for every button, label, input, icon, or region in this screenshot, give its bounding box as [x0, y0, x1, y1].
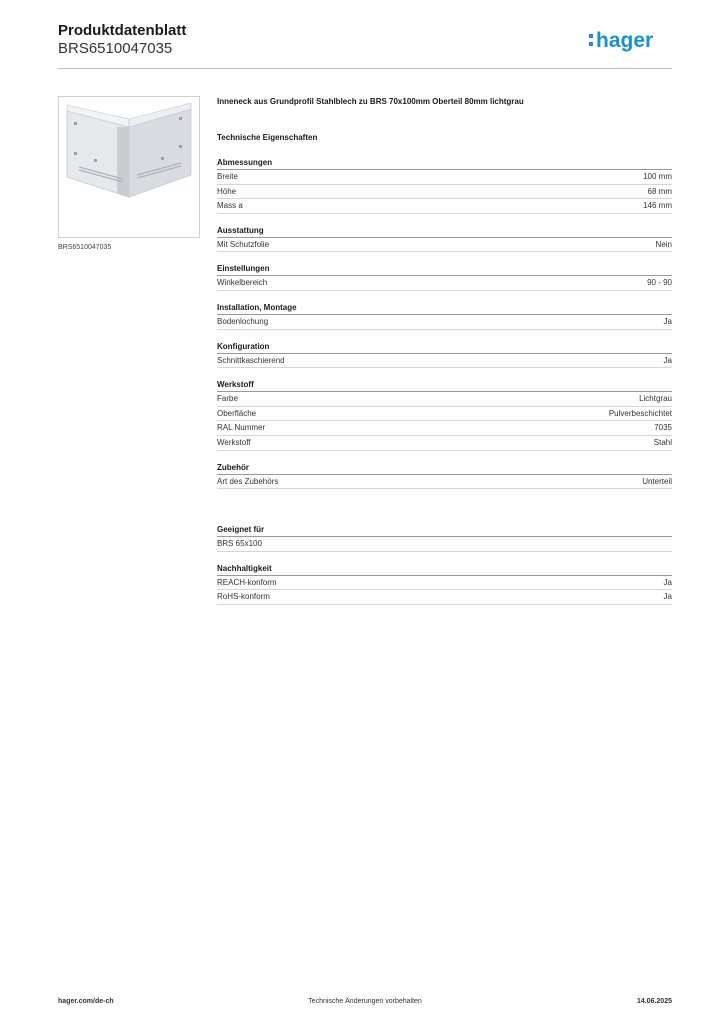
spec-label: Winkelbereich [217, 278, 268, 288]
spec-label: Breite [217, 172, 238, 181]
spec-label: Schnittkaschierend [217, 355, 285, 365]
spec-row [217, 590, 672, 605]
spec-value: Ja [663, 577, 672, 587]
spec-label: REACH-konform [217, 577, 277, 587]
spec-value: Stahl [653, 437, 672, 447]
spec-label: Werkstoff [217, 437, 251, 447]
spec-label: Höhe [217, 186, 237, 196]
spec-content [217, 96, 672, 605]
spec-row [217, 421, 672, 436]
footer-website-link[interactable]: hager.com/de-ch [58, 998, 114, 1005]
spec-value: 146 mm [643, 201, 672, 211]
logo-text: hager [596, 29, 654, 52]
section-zubehoer [217, 461, 672, 490]
section-title: Abmessungen [217, 156, 672, 170]
spec-value: 100 mm [643, 172, 672, 181]
spec-label: Bodenlochung [217, 316, 269, 326]
article-number: BRS6510047035 [58, 40, 173, 57]
spec-label: Mass a [217, 201, 243, 211]
product-image [58, 96, 200, 238]
section-einstellungen [217, 262, 672, 291]
section-title: Einstellungen [217, 262, 672, 276]
spec-label: Art des Zubehörs [217, 476, 279, 486]
footer-date: 14.06.2025 [636, 998, 672, 1005]
spec-label: BRS 65x100 [217, 539, 262, 549]
section-title: Konfiguration [217, 340, 672, 354]
spec-row [217, 199, 672, 214]
spec-row [217, 354, 672, 369]
spec-value: Ja [663, 355, 672, 365]
spec-row [217, 170, 672, 185]
section-installation [217, 301, 672, 330]
section-title: Werkstoff [217, 378, 672, 392]
spec-value: Ja [663, 316, 672, 326]
spec-value: 68 mm [647, 186, 672, 196]
spec-value: 90 - 90 [647, 278, 672, 288]
spec-row [217, 238, 672, 253]
hager-logo [588, 26, 672, 56]
section-konfiguration [217, 340, 672, 369]
section-title: Installation, Montage [217, 301, 672, 315]
footer-notice: Technische Änderungen vorbehalten [308, 998, 422, 1005]
section-werkstoff [217, 378, 672, 450]
header-divider [58, 68, 672, 69]
spec-label: Mit Schutzfolie [217, 239, 270, 249]
spec-label: Oberfläche [217, 408, 257, 418]
section-title: Zubehör [217, 461, 672, 475]
spec-value: Unterteil [642, 476, 672, 486]
image-caption: BRS6510047035 [58, 244, 112, 251]
section-title: Nachhaltigkeit [217, 562, 672, 576]
spec-row [217, 475, 672, 490]
spec-row [217, 576, 672, 591]
spec-row [217, 315, 672, 330]
spec-label: RAL Nummer [217, 423, 266, 433]
spec-row [217, 407, 672, 422]
spec-label: RoHS-konform [217, 592, 270, 602]
spec-value: Pulverbeschichtet [608, 408, 672, 418]
section-ausstattung [217, 224, 672, 253]
spec-value: Ja [663, 592, 672, 602]
spec-label: Farbe [217, 394, 238, 404]
spec-row [217, 185, 672, 200]
spec-value: Lichtgrau [639, 394, 672, 404]
page-title: Produktdatenblatt [58, 22, 187, 39]
spec-row [217, 537, 672, 552]
section-title: Geeignet für [217, 523, 672, 537]
section-geeignet-fuer [217, 523, 672, 552]
spec-row [217, 436, 672, 451]
spec-row [217, 392, 672, 407]
page-header [58, 22, 672, 70]
section-nachhaltigkeit [217, 562, 672, 605]
product-description: Inneneck aus Grundprofil Stahlblech zu BRS 70x100mm Oberteil 80mm lichtgrau [217, 97, 524, 106]
spec-row [217, 276, 672, 291]
inner-corner-illustration [59, 97, 199, 237]
technical-properties-heading: Technische Eigenschaften [217, 133, 318, 142]
section-abmessungen [217, 156, 672, 214]
spec-value: 7035 [654, 423, 672, 433]
spec-value: Nein [655, 239, 672, 249]
section-title: Ausstattung [217, 224, 672, 238]
